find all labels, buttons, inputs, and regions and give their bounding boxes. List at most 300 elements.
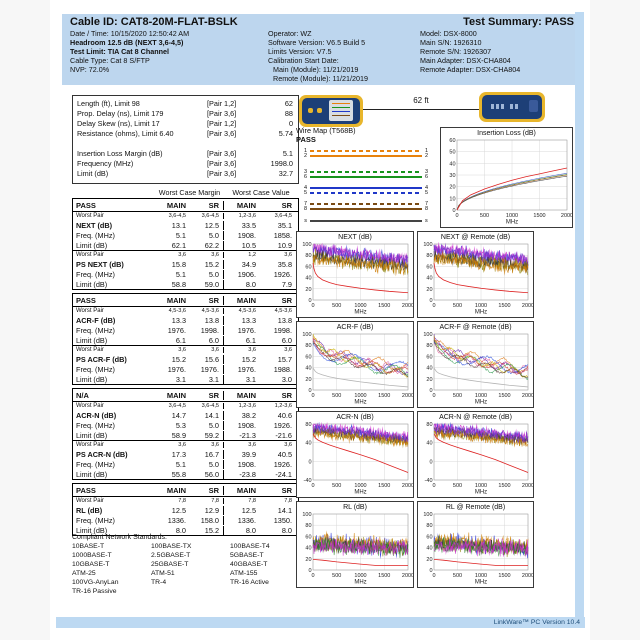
header-line: Remote Adapter: DSX-CHA804	[420, 64, 521, 74]
chart-canvas-next-remote	[418, 242, 533, 315]
header-line: Remote (Module): 11/21/2019	[273, 73, 368, 83]
result-row	[73, 374, 298, 384]
result-row-label: RL (dB)	[76, 505, 103, 515]
result-row	[73, 269, 298, 279]
worst-pair-value: 1,2-3,6	[223, 403, 260, 409]
main-tester-image	[299, 95, 363, 127]
worst-pair-label: Worst Pair	[76, 498, 104, 504]
summary-pair: [Pair 3,6]	[207, 149, 237, 158]
result-value: 13.1	[171, 220, 186, 230]
summary-row	[73, 139, 298, 149]
chart-title: RL @ Remote (dB)	[445, 504, 506, 511]
result-row	[73, 354, 298, 364]
result-section	[73, 440, 298, 479]
status-label: PASS	[76, 200, 96, 210]
chart-next-main	[296, 231, 414, 318]
result-value: 39.9	[223, 450, 260, 459]
header-center-lines	[268, 30, 368, 83]
result-value: 13.8	[277, 315, 292, 325]
chart-rl-main	[296, 501, 414, 588]
result-value: 15.2	[204, 259, 219, 269]
header-line: Remote S/N: 1926307	[420, 46, 492, 56]
summary-value: 62	[284, 99, 293, 108]
pin-label-right: 7	[425, 201, 429, 207]
wire-line	[310, 203, 422, 205]
pin-label-left: 8	[303, 206, 307, 212]
wire-line	[310, 150, 422, 152]
result-row-label: PS NEXT (dB)	[76, 259, 124, 269]
screen-wire-blue	[332, 111, 350, 112]
result-value: 62.1	[171, 240, 186, 250]
standard-item: ATM-51	[151, 570, 175, 577]
worst-pair-row	[73, 307, 298, 315]
result-value: -23.8	[223, 470, 260, 479]
wire-line	[310, 155, 422, 157]
wiremap-wire-row	[296, 220, 436, 224]
result-section	[73, 307, 298, 345]
main-tester-button	[308, 108, 313, 113]
worst-case-margin-header: Worst Case Margin	[158, 188, 221, 197]
wire-line	[310, 171, 422, 173]
status-label: PASS	[76, 295, 96, 305]
result-block-header	[73, 484, 298, 497]
result-section	[73, 345, 298, 384]
col-header: SR	[281, 295, 292, 305]
result-row	[73, 505, 298, 515]
worst-pair-value: 3,6	[223, 442, 260, 448]
result-row	[73, 220, 298, 230]
remote-led	[510, 104, 513, 109]
result-block-header	[73, 389, 298, 402]
result-value: 1336.	[223, 516, 260, 525]
col-header: MAIN	[166, 390, 186, 400]
worst-pair-row	[73, 441, 298, 449]
result-value: 10.5	[223, 241, 260, 250]
wiremap-wire-row	[296, 171, 436, 175]
chart-title: ACR-F @ Remote (dB)	[439, 324, 512, 331]
worst-pair-value: 3,6	[211, 442, 219, 448]
result-row-label: NEXT (dB)	[76, 220, 113, 230]
pin-label-right: 2	[425, 153, 429, 159]
result-block	[72, 198, 299, 290]
summary-label: Frequency (MHz)	[77, 159, 134, 168]
page-right-strip	[575, 12, 584, 617]
wiremap-wire-row	[296, 187, 436, 191]
result-value: 58.9	[171, 430, 186, 440]
header-line: Main (Module): 11/21/2019	[273, 64, 359, 74]
test-summary-status: Test Summary: PASS	[463, 16, 574, 28]
worst-pair-value: 3,6	[284, 252, 292, 258]
col-header: MAIN	[166, 485, 186, 495]
chart-rl-remote	[417, 501, 534, 588]
summary-pair: [Pair 1,2]	[207, 119, 237, 128]
result-value: 38.2	[223, 411, 260, 420]
result-value: 1350.	[273, 515, 292, 525]
result-section	[73, 402, 298, 440]
screen-wire-orange	[332, 103, 350, 104]
wire-line	[310, 187, 422, 189]
result-value: 5.1	[175, 459, 186, 469]
col-header: SR	[208, 485, 219, 495]
result-value: 1908.	[223, 231, 260, 240]
worst-pair-value: 3,6-4,5	[201, 213, 219, 219]
header-line: Operator: WZ	[268, 29, 312, 38]
main-tester-screen	[329, 100, 353, 121]
result-value: 5.0	[208, 459, 219, 469]
worst-pair-label: Worst Pair	[76, 403, 104, 409]
result-value: -21.3	[223, 431, 260, 440]
result-value: 1926.	[273, 459, 292, 469]
result-row-label: Freq. (MHz)	[76, 364, 115, 374]
summary-label: Delay Skew (ns), Limit 17	[77, 119, 160, 128]
result-value: -24.1	[275, 469, 292, 479]
standard-item	[151, 588, 230, 597]
result-value: 5.0	[208, 269, 219, 279]
result-value: 1908.	[223, 460, 260, 469]
summary-row	[73, 129, 298, 139]
result-row-label: Limit (dB)	[76, 469, 108, 479]
pin-label-left: 7	[303, 201, 307, 207]
result-value: 3.1	[223, 375, 260, 384]
worst-pair-row	[73, 402, 298, 410]
col-header: SR	[208, 200, 219, 210]
result-value: 34.9	[223, 260, 260, 269]
wire-line	[310, 208, 422, 210]
col-header: MAIN	[223, 201, 260, 210]
summary-label	[73, 139, 207, 149]
result-row-label: Freq. (MHz)	[76, 325, 115, 335]
result-row	[73, 459, 298, 469]
result-row-label: PS ACR-N (dB)	[76, 449, 128, 459]
result-block	[72, 483, 299, 536]
result-value: -21.6	[275, 430, 292, 440]
worst-pair-label: Worst Pair	[76, 252, 104, 258]
wire-line	[310, 176, 422, 178]
result-block	[72, 388, 299, 480]
worst-pair-row	[73, 497, 298, 505]
result-value: 13.8	[204, 315, 219, 325]
worst-pair-value: 3,6	[211, 347, 219, 353]
result-value: 35.8	[277, 259, 292, 269]
worst-pair-value: 3,6-4,5	[274, 213, 292, 219]
result-value: 1976.	[223, 326, 260, 335]
result-value: 12.5	[223, 506, 260, 515]
chart-canvas-next-main	[297, 242, 413, 315]
result-row-label: ACR-N (dB)	[76, 410, 117, 420]
summary-label: Prop. Delay (ns), Limit 179	[77, 109, 164, 118]
standards-grid	[72, 543, 302, 597]
result-row	[73, 230, 298, 240]
cable-id-title: Cable ID: CAT8-20M-FLAT-BSLK	[70, 16, 238, 28]
header-line: Cable Type: Cat 8 S/FTP	[70, 55, 150, 65]
result-row	[73, 240, 298, 250]
pin-label-right: 4	[425, 185, 429, 191]
result-value: 15.2	[204, 525, 219, 535]
worst-pair-value: 7,8	[284, 498, 292, 504]
col-header: SR	[281, 390, 292, 400]
result-value: 13.3	[223, 316, 260, 325]
worst-pair-value: 3,6	[178, 442, 186, 448]
summary-label: Limit (dB)	[77, 169, 109, 178]
standard-item: TR-4	[151, 579, 167, 586]
worst-case-group-headers	[72, 188, 299, 197]
result-row-label: Limit (dB)	[76, 335, 108, 345]
standard-item: 100VG-AnyLan	[72, 579, 119, 586]
remote-led	[491, 104, 494, 109]
result-section	[73, 497, 298, 535]
pin-label-right: s	[425, 218, 428, 224]
pin-label-right: 6	[425, 174, 429, 180]
wiremap-wire-row	[296, 203, 436, 207]
summary-value: 5.1	[282, 149, 293, 158]
result-row	[73, 420, 298, 430]
result-value: 35.1	[277, 220, 292, 230]
result-value: 14.7	[171, 410, 186, 420]
worst-pair-value: 4,5-3,6	[274, 308, 292, 314]
chart-next-remote	[417, 231, 534, 318]
summary-row	[73, 119, 298, 129]
chart-acrf-main	[296, 321, 414, 408]
result-row-label: Freq. (MHz)	[76, 459, 115, 469]
summary-pair: [Pair 3,6]	[207, 159, 237, 168]
result-value: 5.3	[175, 420, 186, 430]
chart-canvas-insertion-loss	[441, 138, 572, 225]
result-value: 15.8	[171, 259, 186, 269]
col-header: MAIN	[166, 295, 186, 305]
result-value: 12.9	[204, 505, 219, 515]
standard-item: 25GBASE-T	[151, 561, 189, 568]
chart-canvas-acrf-remote	[418, 332, 533, 405]
standard-item: TR-16 Passive	[72, 588, 117, 595]
result-value: 15.2	[223, 355, 260, 364]
result-value: 6.0	[208, 335, 219, 345]
pin-label-left: 3	[303, 169, 307, 175]
chart-canvas-acrn-remote	[418, 422, 533, 495]
worst-pair-value: 3,6	[178, 252, 186, 258]
header-line: Model: DSX-8000	[420, 29, 477, 38]
chart-title: ACR-F (dB)	[336, 324, 374, 331]
screen-wire-brown	[332, 115, 350, 116]
col-header: SR	[281, 485, 292, 495]
header-line: Test Limit: TIA Cat 8 Channel	[70, 46, 170, 56]
result-row	[73, 325, 298, 335]
cable-link-line	[363, 109, 479, 110]
result-row-label: Freq. (MHz)	[76, 230, 115, 240]
result-section	[73, 250, 298, 289]
chart-acrf-remote	[417, 321, 534, 408]
result-value: 8.0	[175, 525, 186, 535]
result-row-label: Limit (dB)	[76, 430, 108, 440]
pin-label-left: 4	[303, 185, 307, 191]
result-value: 59.0	[204, 279, 219, 289]
pin-label-left: s	[304, 218, 307, 224]
pin-label-left: 6	[303, 174, 307, 180]
result-value: 1976.	[167, 325, 186, 335]
pin-label-right: 3	[425, 169, 429, 175]
standard-item: 100BASE-T4	[230, 543, 270, 550]
result-value: 1976.	[167, 364, 186, 374]
header-line: Main Adapter: DSX-CHA804	[420, 55, 511, 65]
chart-title: RL (dB)	[343, 504, 367, 511]
result-row	[73, 430, 298, 440]
result-value: 15.2	[171, 354, 186, 364]
result-row-label: Freq. (MHz)	[76, 515, 115, 525]
footer-version-text: LinkWare™ PC Version 10.4	[493, 619, 580, 626]
standard-item: 10BASE-T	[72, 543, 105, 550]
worst-pair-label: Worst Pair	[76, 308, 104, 314]
result-value: 6.0	[281, 335, 292, 345]
worst-pair-value: 4,5-3,6	[201, 308, 219, 314]
result-row-label: PS ACR-F (dB)	[76, 354, 127, 364]
result-row-label: Limit (dB)	[76, 525, 108, 535]
result-row-label: Limit (dB)	[76, 374, 108, 384]
result-value: 12.5	[171, 505, 186, 515]
pin-label-left: 5	[303, 190, 307, 196]
header-line: Headroom 12.5 dB (NEXT 3,6-4,5)	[70, 37, 184, 47]
header-line: Main S/N: 1926310	[420, 37, 482, 47]
measurement-summary-box	[72, 95, 299, 184]
summary-label: Length (ft), Limit 98	[77, 99, 140, 108]
summary-pair	[207, 139, 255, 149]
summary-pair: [Pair 3,6]	[207, 169, 237, 178]
result-value: 158.0	[200, 515, 219, 525]
header-line: Limits Version: V7.5	[268, 46, 332, 56]
worst-pair-value: 3,6	[284, 347, 292, 353]
results-table	[72, 198, 299, 539]
summary-value: 5.74	[278, 129, 293, 138]
wire-line	[310, 192, 422, 194]
result-value: 7.9	[281, 279, 292, 289]
result-row-label: Freq. (MHz)	[76, 269, 115, 279]
pin-label-right: 8	[425, 206, 429, 212]
chart-canvas-rl-remote	[418, 512, 533, 585]
result-value: 58.8	[171, 279, 186, 289]
result-row	[73, 410, 298, 420]
worst-pair-value: 1,2-3,6	[274, 403, 292, 409]
result-value: 62.2	[204, 240, 219, 250]
wiremap-title: Wire Map (T568B)	[296, 126, 356, 135]
result-row-label: ACR-F (dB)	[76, 315, 116, 325]
result-block	[72, 293, 299, 385]
result-row	[73, 364, 298, 374]
chart-canvas-rl-main	[297, 512, 413, 585]
summary-row	[73, 99, 298, 109]
wiremap-wire-row	[296, 176, 436, 180]
result-value: 10.9	[277, 240, 292, 250]
standard-item: 2.5GBASE-T	[151, 552, 191, 559]
result-row	[73, 259, 298, 269]
result-block-header	[73, 294, 298, 307]
result-value: 15.6	[204, 354, 219, 364]
wiremap-wire-row	[296, 208, 436, 212]
result-block-header	[73, 199, 298, 212]
result-row	[73, 335, 298, 345]
result-row	[73, 279, 298, 289]
worst-pair-label: Worst Pair	[76, 442, 104, 448]
pin-label-right: 5	[425, 190, 429, 196]
summary-row	[73, 159, 298, 169]
chart-title: ACR-N (dB)	[336, 414, 374, 421]
chart-title: NEXT @ Remote (dB)	[440, 234, 511, 241]
standard-item: 40GBASE-T	[230, 561, 268, 568]
status-label: N/A	[76, 390, 89, 400]
summary-row	[73, 169, 298, 179]
worst-pair-value: 4,5-3,6	[223, 308, 260, 314]
chart-title: Insertion Loss (dB)	[477, 130, 536, 137]
result-value: 8.0	[281, 525, 292, 535]
wiremap-status: PASS	[296, 135, 316, 144]
summary-row	[73, 109, 298, 119]
result-value: 1858.	[273, 230, 292, 240]
result-value: 33.5	[223, 221, 260, 230]
chart-canvas-acrn-main	[297, 422, 413, 495]
result-value: 1988.	[273, 364, 292, 374]
remote-led	[501, 104, 504, 109]
standard-item: 1000BASE-T	[72, 552, 112, 559]
main-tester-button	[317, 108, 322, 113]
remote-led	[496, 104, 499, 109]
result-value: 16.7	[204, 449, 219, 459]
header-line: Calibration Start Date:	[268, 55, 339, 65]
chart-title: ACR-N @ Remote (dB)	[439, 414, 512, 421]
worst-pair-value: 1,2-3,6	[223, 213, 260, 219]
worst-pair-value: 3,6-4,5	[168, 403, 186, 409]
pin-label-left: 1	[303, 148, 307, 154]
chart-acrn-main	[296, 411, 414, 498]
wiremap-wire-row	[296, 192, 436, 196]
worst-pair-value: 3,6-4,5	[168, 213, 186, 219]
result-row	[73, 515, 298, 525]
result-value: 1926.	[273, 269, 292, 279]
result-value: 59.2	[204, 430, 219, 440]
standard-item: ATM-25	[72, 570, 96, 577]
result-value: 17.3	[171, 449, 186, 459]
result-row	[73, 315, 298, 325]
worst-pair-value: 3,6	[211, 252, 219, 258]
result-row	[73, 449, 298, 459]
summary-label: Resistance (ohms), Limit 6.40	[77, 129, 174, 138]
summary-label: Insertion Loss Margin (dB)	[77, 149, 163, 158]
col-header: MAIN	[223, 486, 260, 495]
worst-pair-row	[73, 346, 298, 354]
summary-value: 88	[284, 109, 293, 118]
col-header: MAIN	[223, 296, 260, 305]
worst-pair-value: 3,6	[178, 347, 186, 353]
col-header: MAIN	[166, 200, 186, 210]
worst-pair-label: Worst Pair	[76, 213, 104, 219]
status-label: PASS	[76, 485, 96, 495]
standard-item: 100BASE-TX	[151, 543, 192, 550]
worst-pair-label: Worst Pair	[76, 347, 104, 353]
result-value: 40.6	[277, 410, 292, 420]
result-value: 14.1	[277, 505, 292, 515]
footer-bar	[56, 617, 585, 628]
result-value: 6.1	[223, 336, 260, 345]
worst-pair-value: 3,6-4,5	[201, 403, 219, 409]
result-value: 1336.	[167, 515, 186, 525]
wiremap-panel	[296, 126, 436, 228]
col-header: MAIN	[223, 391, 260, 400]
col-header: SR	[208, 390, 219, 400]
result-value: 1998.	[200, 325, 219, 335]
summary-pair: [Pair 3,6]	[207, 129, 237, 138]
result-value: 1908.	[223, 421, 260, 430]
result-value: 13.3	[171, 315, 186, 325]
wire-line	[310, 220, 422, 222]
worst-case-value-header: Worst Case Value	[232, 188, 290, 197]
result-value: 3.1	[175, 374, 186, 384]
result-value: 1976.	[223, 365, 260, 374]
